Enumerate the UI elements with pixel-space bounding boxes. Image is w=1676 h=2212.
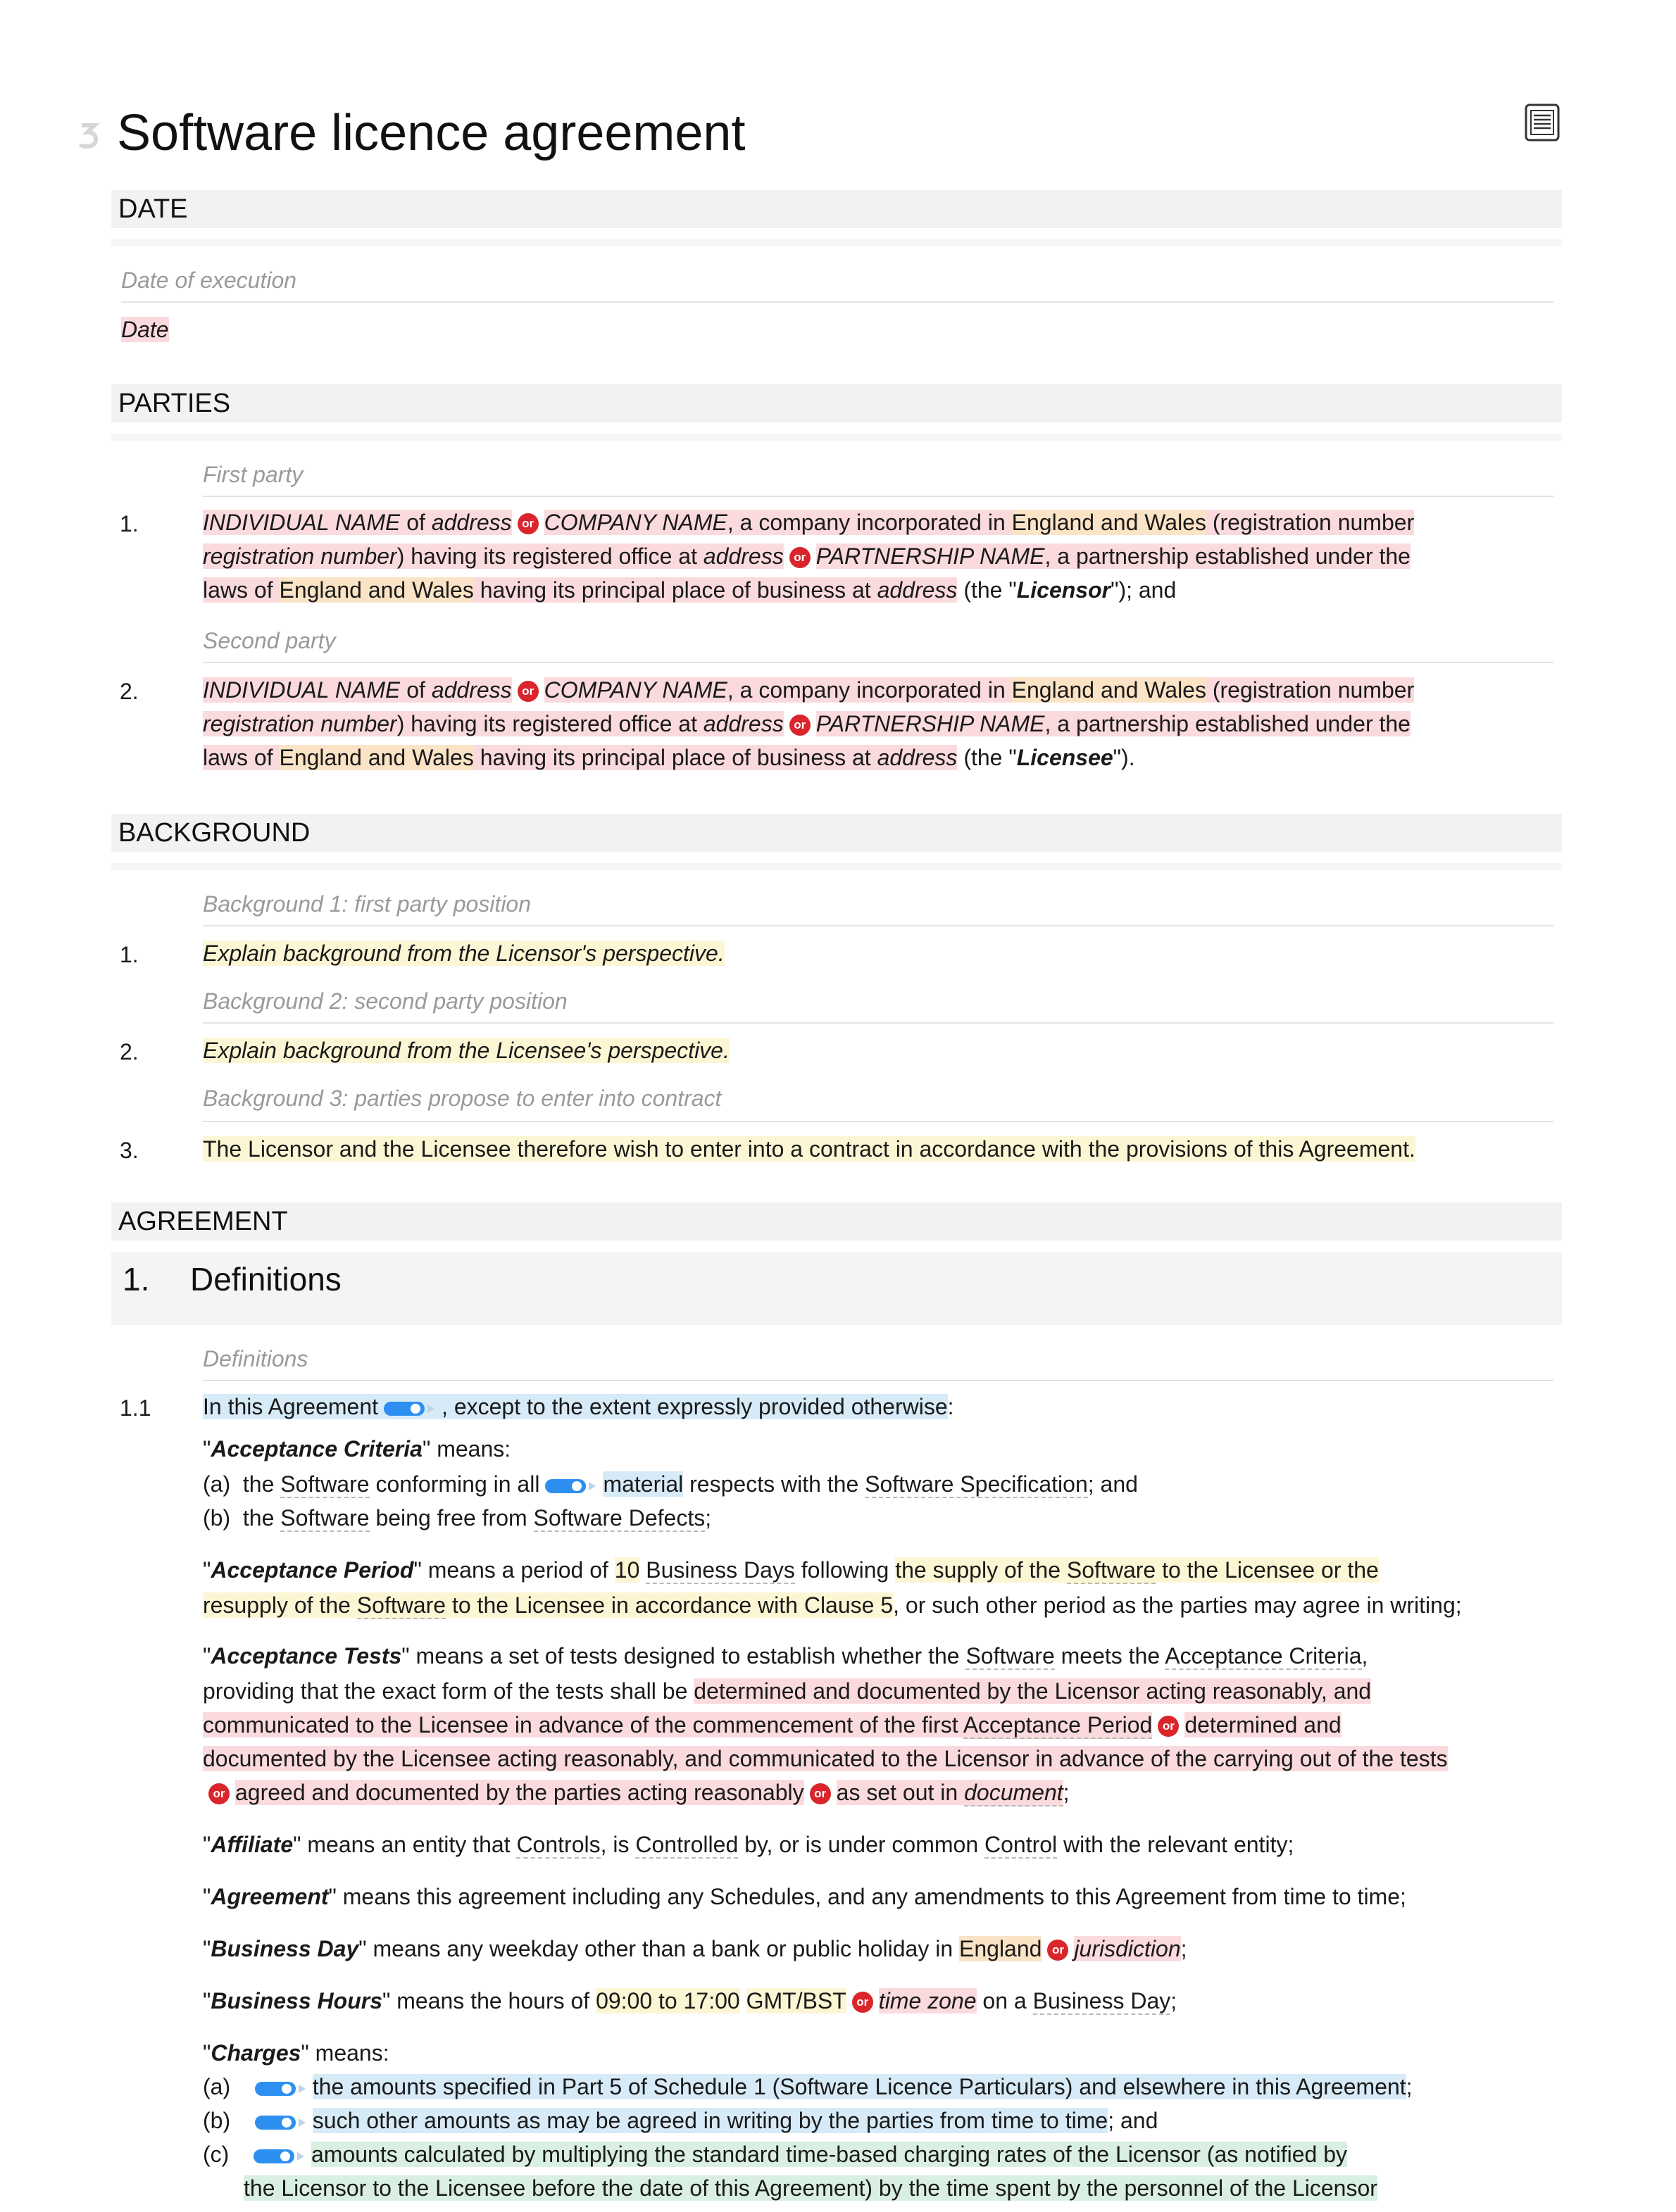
software-term-link[interactable]: Software (280, 1471, 370, 1497)
software-defects-term-link[interactable]: Software Defects (533, 1505, 706, 1531)
background-3-label: Background 3: parties propose to enter into contract (203, 1086, 722, 1111)
def-acceptance-tests-5: or agreed and documented by the parties acting reasonably or as set out in document; (203, 1780, 1070, 1806)
party-1-line-1: INDIVIDUAL NAME of address or COMPANY NAME, a company incorporated in England and Wales (registration number (203, 510, 1415, 535)
jurisdiction-field[interactable]: England and Wales (1011, 677, 1206, 703)
def-charges-b: (b) such other amounts as may be agreed in writing by the parties from time to time; and (203, 2108, 1158, 2133)
def-acceptance-period-2: resupply of the Software to the Licensee in accordance with Clause 5, or such other period as the parties may agree in writing; (203, 1592, 1462, 1618)
party-1-number: 1. (120, 511, 139, 536)
def-business-hours: "Business Hours" means the hours of 09:00 to 17:00 GMT/BST or time zone on a Business Day; (203, 1988, 1177, 2013)
licensee-term: Licensee (1016, 745, 1113, 770)
background-2-text[interactable]: Explain background from the Licensee's perspective. (203, 1038, 730, 1063)
def-acceptance-period-1: "Acceptance Period" means a period of 10 Business Days following the supply of the Software to the Licensee or the (203, 1557, 1379, 1583)
def-acceptance-criteria: "Acceptance Criteria" means: (203, 1436, 511, 1462)
section-agreement-heading: AGREEMENT (111, 1202, 1562, 1240)
or-badge[interactable]: or (1158, 1716, 1179, 1737)
section-date-heading: DATE (111, 190, 1562, 228)
list-menu-icon[interactable] (1524, 103, 1561, 142)
party-2-line-3: laws of England and Wales having its principal place of business at address (the "Licensee"). (203, 745, 1135, 770)
document-field[interactable]: document (964, 1780, 1063, 1805)
label-rule (203, 925, 1553, 926)
party-2-number: 2. (120, 679, 139, 704)
party-2-line-2: registration number) having its registered office at address or PARTNERSHIP NAME, a partnership established under the (203, 711, 1411, 736)
def-charges-a: (a) the amounts specified in Part 5 of Schedule 1 (Software Licence Particulars) and elsewhere in this Agreement; (203, 2074, 1413, 2099)
business-days-term-link[interactable]: Business Days (646, 1557, 795, 1583)
party-2-line-1: INDIVIDUAL NAME of address or COMPANY NAME, a company incorporated in England and Wales (registration number (203, 677, 1415, 703)
background-1-label: Background 1: first party position (203, 891, 532, 917)
address-field[interactable]: address (431, 677, 512, 703)
company-name-field[interactable]: COMPANY NAME (544, 677, 727, 703)
jurisdiction-field[interactable]: jurisdiction (1074, 1936, 1181, 1961)
software-specification-term-link[interactable]: Software Specification (865, 1471, 1088, 1497)
toggle-switch-icon[interactable] (382, 1398, 437, 1419)
party-1-line-3: laws of England and Wales having its principal place of business at address (the "Licensor"); and (203, 577, 1177, 603)
def-acceptance-tests-1: "Acceptance Tests" means a set of tests designed to establish whether the Software meets the Acceptance Criteria, (203, 1643, 1368, 1669)
hours-field[interactable]: 09:00 to 17:00 (596, 1988, 740, 2013)
date-field[interactable]: Date (121, 317, 169, 342)
clause-1-title: Definitions (190, 1261, 342, 1297)
or-badge[interactable]: or (789, 715, 811, 736)
def-charges-c: (c) amounts calculated by multiplying the standard time-based charging rates of the Licensor (as notified by (203, 2142, 1348, 2167)
toggle-switch-icon[interactable] (254, 2078, 308, 2099)
label-rule (203, 1121, 1553, 1122)
section-divider (111, 239, 1562, 246)
business-day-term-link[interactable]: Business Day (1032, 1988, 1171, 2013)
acceptance-criteria-term-link[interactable]: Acceptance Criteria (1165, 1643, 1362, 1669)
label-rule (121, 301, 1553, 303)
def-charges: "Charges" means: (203, 2040, 389, 2066)
address-field[interactable]: address (431, 510, 512, 535)
acceptance-period-term-link[interactable]: Acceptance Period (963, 1712, 1153, 1737)
def-affiliate: "Affiliate" means an entity that Controls, is Controlled by, or is under common Control with the relevant entity; (203, 1832, 1294, 1857)
definitions-label: Definitions (203, 1346, 308, 1371)
or-badge[interactable]: or (789, 547, 811, 568)
def-acceptance-tests-3: communicated to the Licensee in advance of the commencement of the first Acceptance Period or determined and (203, 1712, 1342, 1737)
software-term-link[interactable]: Software (280, 1505, 370, 1531)
partnership-name-field[interactable]: PARTNERSHIP NAME (815, 711, 1045, 736)
registration-number-field[interactable]: registration number (203, 543, 397, 569)
date-of-execution-label: Date of execution (121, 268, 297, 293)
partnership-name-field[interactable]: PARTNERSHIP NAME (815, 543, 1045, 569)
or-badge[interactable]: or (518, 513, 539, 534)
background-1-number: 1. (120, 942, 139, 967)
address-field[interactable]: address (703, 711, 784, 736)
clause-1-1-number: 1.1 (120, 1395, 151, 1421)
label-rule (203, 1380, 1553, 1381)
registration-number-field[interactable]: registration number (203, 711, 397, 736)
individual-name-field[interactable]: INDIVIDUAL NAME (203, 677, 401, 703)
company-name-field[interactable]: COMPANY NAME (544, 510, 727, 535)
controlled-term-link[interactable]: Controlled (635, 1832, 739, 1857)
def-charges-c-cont: the Licensor to the Licensee before the date of this Agreement) by the time spent by the personnel of the Licensor (244, 2175, 1377, 2201)
or-badge[interactable]: or (852, 1992, 873, 2013)
def-acceptance-tests-4: documented by the Licensee acting reasonably, and communicated to the Licensor in advance of the carrying out of the tests (203, 1746, 1448, 1771)
jurisdiction-field[interactable]: England and Wales (1011, 510, 1206, 535)
section-background-heading: BACKGROUND (111, 814, 1562, 852)
or-badge[interactable]: or (810, 1783, 831, 1804)
background-1-text[interactable]: Explain background from the Licensor's perspective. (203, 941, 725, 966)
def-acceptance-criteria-a: (a) the Software conforming in all material respects with the Software Specification; and (203, 1471, 1138, 1497)
or-badge[interactable]: or (518, 681, 539, 702)
software-term-link[interactable]: Software (965, 1643, 1055, 1669)
control-term-link[interactable]: Control (984, 1832, 1058, 1857)
individual-name-field[interactable]: INDIVIDUAL NAME (203, 510, 401, 535)
section-parties-heading: PARTIES (111, 384, 1562, 422)
or-badge[interactable]: or (208, 1783, 230, 1804)
def-acceptance-tests-2: providing that the exact form of the tests shall be determined and documented by the Licensor acting reasonably, and (203, 1678, 1372, 1704)
jurisdiction-field[interactable]: England and Wales (279, 745, 474, 770)
label-rule (203, 662, 1553, 663)
party-1-line-2: registration number) having its registered office at address or PARTNERSHIP NAME, a partnership established under the (203, 543, 1411, 569)
second-party-label: Second party (203, 628, 336, 653)
address-field[interactable]: address (877, 577, 958, 603)
def-business-day: "Business Day" means any weekday other than a bank or public holiday in England or jurisdiction; (203, 1936, 1187, 1961)
clause-1-1-intro: In this Agreement , except to the extent expressly provided otherwise: (203, 1394, 954, 1419)
licensor-term: Licensor (1016, 577, 1111, 603)
controls-term-link[interactable]: Controls (516, 1832, 601, 1857)
toggle-switch-icon[interactable] (254, 2112, 308, 2133)
software-term-link[interactable]: Software (356, 1592, 446, 1618)
address-field[interactable]: address (877, 745, 958, 770)
timezone-field[interactable]: GMT/BST (746, 1988, 846, 2013)
background-3-number: 3. (120, 1138, 139, 1163)
england-field[interactable]: England (959, 1936, 1042, 1961)
address-field[interactable]: address (703, 543, 784, 569)
jurisdiction-field[interactable]: England and Wales (279, 577, 474, 603)
first-party-label: First party (203, 462, 304, 487)
software-term-link[interactable]: Software (1066, 1557, 1156, 1583)
label-rule (203, 1022, 1553, 1024)
section-divider (111, 863, 1562, 870)
section-divider (111, 434, 1562, 441)
def-acceptance-criteria-b: (b) the Software being free from Software Defects; (203, 1505, 712, 1531)
background-2-label: Background 2: second party position (203, 988, 568, 1014)
background-2-number: 2. (120, 1039, 139, 1064)
clause-1-number: 1. (123, 1261, 150, 1297)
document-logo-icon (79, 121, 100, 149)
time-zone-field[interactable]: time zone (878, 1988, 977, 2013)
document-title: Software licence agreement (117, 105, 746, 161)
or-badge[interactable]: or (1047, 1940, 1068, 1961)
background-3-text[interactable]: The Licensor and the Licensee therefore wish to enter into a contract in accordance with the provisions of this Agreement. (203, 1136, 1415, 1162)
label-rule (203, 496, 1553, 497)
def-agreement: "Agreement" means this agreement including any Schedules, and any amendments to this Agreement from time to time; (203, 1884, 1406, 1909)
toggle-switch-icon[interactable] (544, 1476, 599, 1497)
toggle-switch-icon[interactable] (252, 2146, 307, 2167)
